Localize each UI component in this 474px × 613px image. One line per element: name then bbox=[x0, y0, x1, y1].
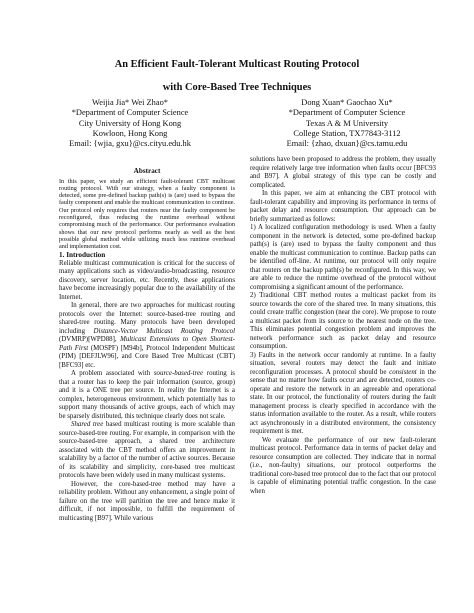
text-span: based multicast routing is more scalable than source-based-tree routing. For example, in comparison with the source-based-tree approach, a shared tree architecture associated with the CBT method offers an improvement in scalability by a factor of the number of active sources. Because of its scalability and simplicity, core-based tree multicast protocols have been widely used in many multicast systems. bbox=[59, 421, 235, 480]
intro-paragraph-1: Reliable multicast communication is critical for the success of many applications such as video/audio-broadcasting, resource discovery, server location, etc. Recently, these applications have become increasingly popular due to the availability of the Internet. bbox=[59, 259, 235, 301]
title-line-1: An Efficient Fault-Tolerant Multicast Routing Protocol bbox=[114, 59, 360, 70]
author-block-left bbox=[30, 98, 230, 149]
author-names: Dong Xuan* Gaochao Xu* bbox=[301, 98, 393, 107]
right-paragraph-evaluation: We evaluate the performance of our new fault-tolerant multicast protocol. Performance data in terms of packet delay and resource consumption are collected. They indicate that in normal (i.e., non-faulty) situations, our protocol outperforms the traditional core-based tree protocol due to the fact that our protocol is capable of eliminating potential traffic congestion. In the case when bbox=[250, 436, 436, 495]
right-paragraph-1: solutions have been proposed to address the problem, they usually require relatively large tree information when faults occur [BFC93 and B97]. A global strategy of this type can be costly and complicated. bbox=[250, 156, 436, 189]
author-department: *Department of Computer Science bbox=[71, 108, 189, 118]
intro-paragraph-2 bbox=[59, 302, 235, 370]
author-city: College Station, TX77843-3112 bbox=[293, 128, 401, 138]
paper-title bbox=[40, 58, 434, 94]
abstract-text: In this paper, we study an efficient fault-tolerant CBT multicast routing protocol. With our strategy, when a faulty component is detected, some pre-defined backup path(s) is (are) used to bypass the faulty component and enable the multicast communication to continue. Our protocol only requires that routers near the faulty component be reconfigured, thus reducing the runtime overhead without compromising much of the performance. Our performance evaluation shows that our new protocol performs nearly as well as the best possible global method while utilizing much less runtime overhead and implementation cost. bbox=[59, 177, 235, 251]
contribution-1: 1) A localized configuration methodology is used. When a faulty component in the network is detected, some pre-defined backup path(s) is (are) used to bypass the faulty component and thus enable the multicast communication to continue. Backup paths can be identified off-line. At runtime, our protocol will only require that routers on the backup path(s) be reconfigured. In this way, we are able to reduce the runtime overhead of the protocol without compromising a significant amount of the performance. bbox=[250, 224, 436, 291]
text-span: in the sense that no matter how faults occur and are detected, routers co-operate and restore the network in an agreeable and operational state. In our protocol, the functionality of routers during the fault management process is clearly specified in accordance with the status information available to the router. As a result, while routers act asynchronously in a distributed environment, the consistency requirement is met. bbox=[250, 368, 436, 435]
author-email: Email: {zhao, dxuan}@cs.tamu.edu bbox=[286, 139, 408, 149]
italic-span: consistent bbox=[389, 368, 417, 376]
author-email: Email: {wjia, gxu}@cs.cityu.edu.hk bbox=[69, 139, 191, 149]
author-city: Kowloon, Hong Kong bbox=[92, 128, 168, 138]
italic-span: source-based-tree bbox=[153, 370, 204, 378]
author-department: *Department of Computer Science bbox=[288, 108, 406, 118]
contribution-2: 2) Traditional CBT method routes a multicast packet from its source towards the core of the shared tree. In many situations, this could create traffic congestion (near the core). We propose to route a multicast packet from its source to the nearest node on the tree. This eliminates potential congestion problem and improves the network performance such as packet delay and resource consumption. bbox=[250, 292, 436, 350]
text-span: (MOSPF) [M94b], Protocol Independent Multicast (PIM) [DEFJLW96], and Core Based Tree Multicast (CBT) [BFC93] etc. bbox=[59, 344, 236, 369]
text-span: 3) Faults in the network occur randomly at runtime. In a faulty situation, several routers may detect the fault and initiate reconfiguration processes. A protocol should be bbox=[250, 351, 436, 376]
text-span: routing is that a router has to keep the pair information (source, group) and it is a ONE tree per source. In reality the Internet is a complex, heterogeneous environment, which potentially has to support many thousands of active groups, each of which may be sparsely distributed, this technique clearly does not scale. bbox=[59, 370, 235, 420]
section-heading-introduction: 1. Introduction bbox=[59, 251, 106, 260]
author-names: Weijia Jia* Wei Zhao* bbox=[92, 98, 168, 107]
intro-paragraph-3 bbox=[59, 370, 235, 421]
intro-paragraph-4 bbox=[59, 421, 235, 481]
text-span: In general, there are two approaches for multicast routing protocols over the Internet: source-based-tree routing and shared-tree routing. Many protocols have been developed including bbox=[59, 302, 235, 335]
abstract-heading: Abstract bbox=[133, 167, 161, 175]
italic-span: Distance-Vector Multicast Routing Protocol bbox=[93, 327, 235, 335]
right-column bbox=[250, 156, 436, 496]
intro-paragraph-5: However, the core-based-tree method may have a reliability problem. Without any enhancement, a single point of failure on the tree will partition the tree and hence make it difficult, if not impossible, to fulfill the requirement of multicasting [B97]. While various bbox=[59, 480, 235, 522]
italic-span: Multicast Extensions to Open Shortest-Path First bbox=[59, 336, 235, 352]
title-line-2: with Core-Based Tree Techniques bbox=[162, 82, 312, 93]
author-block-right bbox=[248, 98, 446, 149]
text-span: (DVMRP)[WPD88], bbox=[59, 336, 121, 344]
right-paragraph-2: In this paper, we aim at enhancing the CBT protocol with fault-tolerant capability and improving its performance in terms of packet delay and resource consumption. Our approach can be briefly summarized as follows: bbox=[250, 190, 436, 223]
author-university: Texas A & M University bbox=[305, 118, 389, 128]
italic-span: Shared tree bbox=[71, 421, 104, 429]
author-university: City University of Hong Kong bbox=[78, 118, 182, 128]
left-column bbox=[59, 167, 235, 523]
contribution-3 bbox=[250, 352, 436, 437]
text-span: A problem associated with bbox=[71, 370, 154, 378]
